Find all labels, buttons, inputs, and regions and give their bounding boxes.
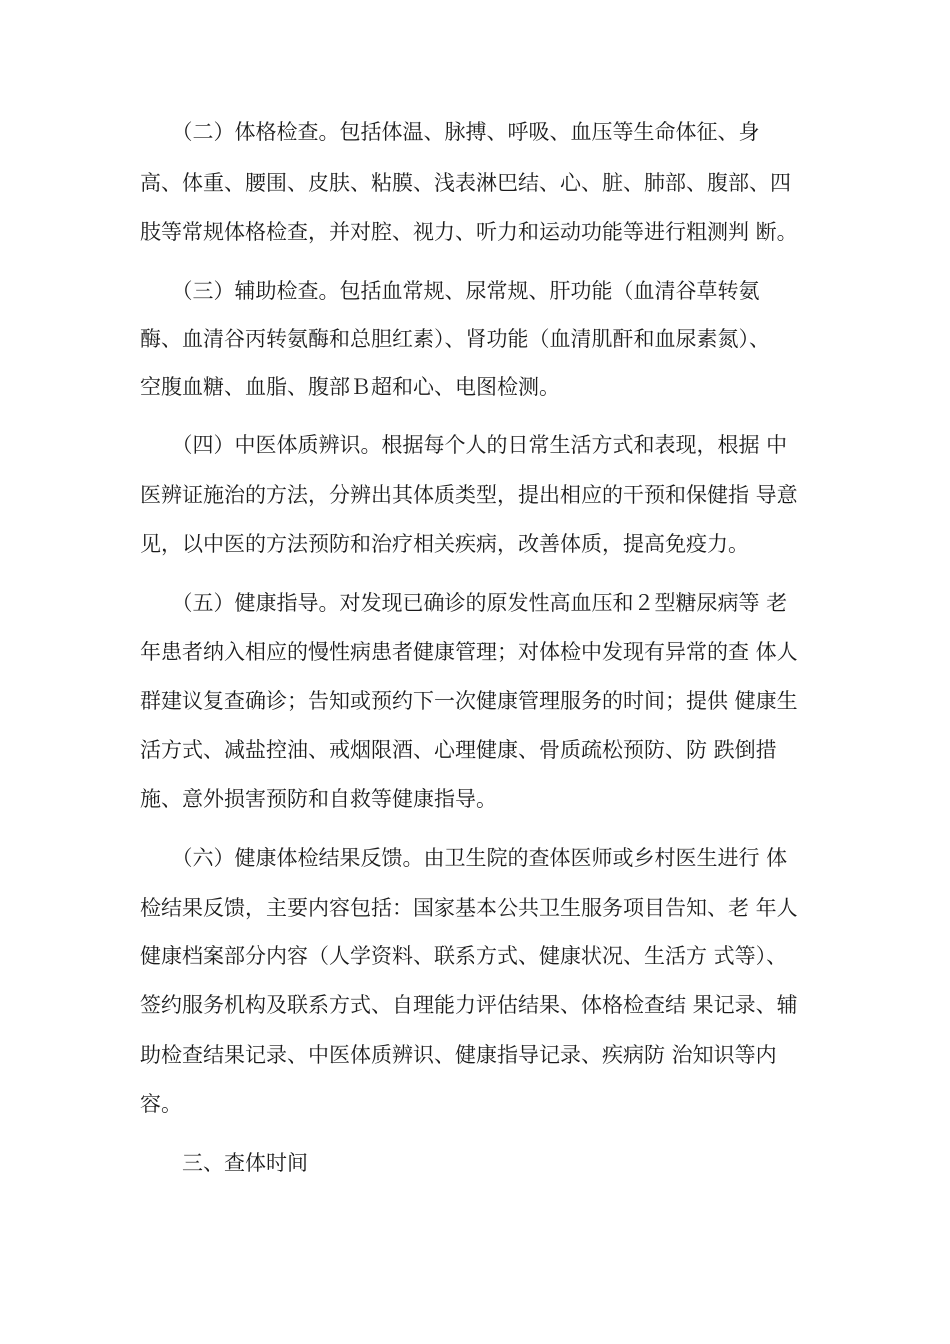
paragraph-line: 高、体重、腰围、皮肤、粘膜、浅表淋巴结、心、脏、肺部、腹部、四	[140, 171, 791, 195]
paragraph-line: （三）辅助检查。包括血常规、尿常规、肝功能（血清谷草转氨	[140, 279, 760, 303]
paragraph-line: 酶、血清谷丙转氨酶和总胆红素）、肾功能（血清肌酐和血尿素氮）、	[140, 327, 770, 351]
paragraph-line: 空腹血糖、血脂、腹部Ｂ超和心、电图检测。	[140, 375, 560, 399]
paragraph-line: 群建议复查确诊；告知或预约下一次健康管理服务的时间；提供 健康生	[140, 689, 798, 713]
paragraph-line: 助检查结果记录、中医体质辨识、健康指导记录、疾病防 治知识等内	[140, 1043, 777, 1067]
paragraph-line: 检结果反馈，主要内容包括：国家基本公共卫生服务项目告知、老 年人	[140, 896, 798, 920]
paragraph-line: 健康档案部分内容（人学资料、联系方式、健康状况、生活方 式等）、	[140, 944, 788, 968]
section-heading: 三、查体时间	[140, 1151, 308, 1175]
paragraph-line: 活方式、减盐控油、戒烟限酒、心理健康、骨质疏松预防、防 跌倒措	[140, 738, 777, 762]
paragraph-line: 肢等常规体格检查，并对腔、视力、听力和运动功能等进行粗测判 断。	[140, 220, 798, 244]
paragraph-line: 见，以中医的方法预防和治疗相关疾病，改善体质，提高免疫力。	[140, 532, 749, 556]
paragraph-line: 容。	[140, 1092, 182, 1116]
paragraph-line: 年患者纳入相应的慢性病患者健康管理；对体检中发现有异常的查 体人	[140, 640, 798, 664]
paragraph-line: （五）健康指导。对发现已确诊的原发性高血压和２型糖尿病等 老	[140, 591, 788, 615]
paragraph-line: 签约服务机构及联系方式、自理能力评估结果、体格检查结 果记录、辅	[140, 993, 798, 1017]
paragraph-line: （二）体格检查。包括体温、脉搏、呼吸、血压等生命体征、身	[140, 120, 760, 144]
paragraph-line: 医辨证施治的方法，分辨出其体质类型，提出相应的干预和保健指 导意	[140, 483, 798, 507]
paragraph-line: （四）中医体质辨识。根据每个人的日常生活方式和表现，根据 中	[140, 433, 788, 457]
paragraph-line: （六）健康体检结果反馈。由卫生院的查体医师或乡村医生进行 体	[140, 846, 788, 870]
paragraph-line: 施、意外损害预防和自救等健康指导。	[140, 787, 497, 811]
